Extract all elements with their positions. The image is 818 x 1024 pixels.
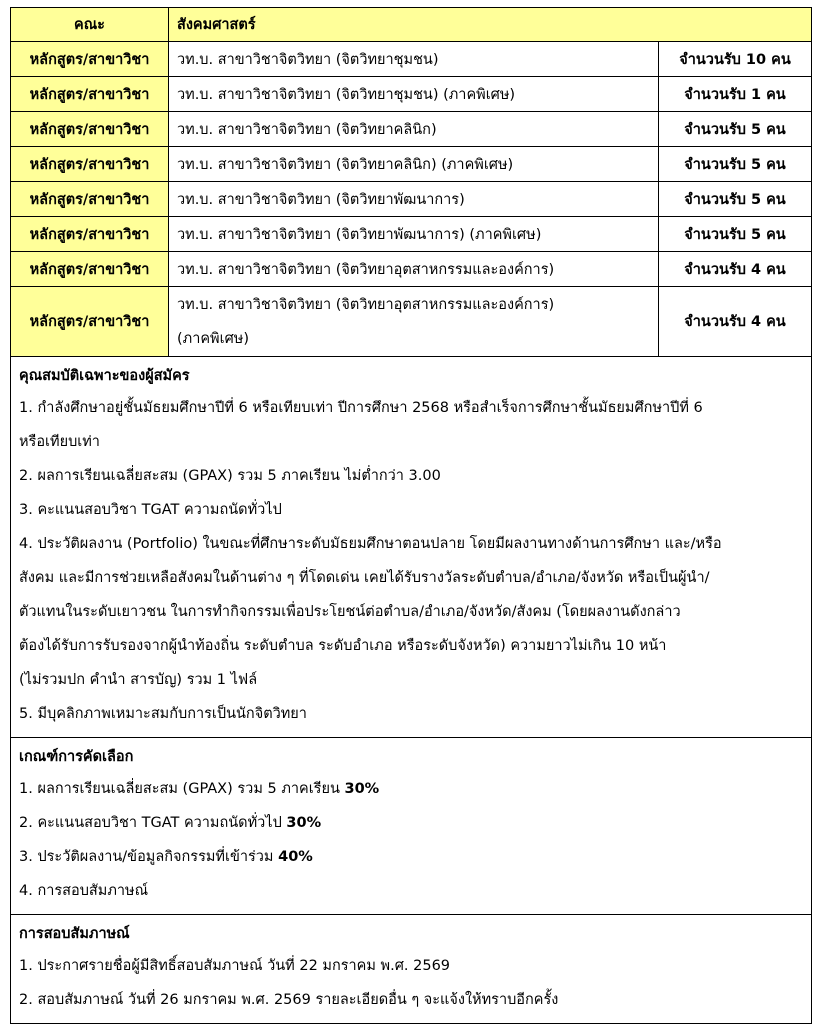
program-row bbox=[11, 252, 812, 287]
qualifications-section bbox=[11, 357, 812, 738]
program-seats: จำนวนรับ 4 คน bbox=[659, 252, 812, 287]
interview-row bbox=[11, 915, 812, 1024]
criteria-line bbox=[19, 772, 803, 806]
program-label: หลักสูตร/สาขาวิชา bbox=[11, 252, 169, 287]
program-seats: จำนวนรับ 5 คน bbox=[659, 147, 812, 182]
program-row bbox=[11, 182, 812, 217]
qualifications-row bbox=[11, 357, 812, 738]
criteria-line bbox=[19, 840, 803, 874]
criteria-text: 3. ประวัติผลงาน/ข้อมูลกิจกรรมที่เข้าร่วม bbox=[19, 849, 279, 865]
interview-title: การสอบสัมภาษณ์ bbox=[19, 926, 130, 942]
program-name-line: (ภาคพิเศษ) bbox=[177, 330, 249, 347]
program-name: วท.บ. สาขาวิชาจิตวิทยา (จิตวิทยาพัฒนาการ) (ภาคพิเศษ) bbox=[169, 217, 659, 252]
program-name bbox=[169, 287, 659, 357]
program-name: วท.บ. สาขาวิชาจิตวิทยา (จิตวิทยาคลินิก) (ภาคพิเศษ) bbox=[169, 147, 659, 182]
criteria-line bbox=[19, 874, 803, 908]
qualification-line: 3. คะแนนสอบวิชา TGAT ความถนัดทั่วไป bbox=[19, 502, 282, 518]
program-label: หลักสูตร/สาขาวิชา bbox=[11, 42, 169, 77]
interview-line: 1. ประกาศรายชื่อผู้มีสิทธิ์สอบสัมภาษณ์ วันที่ 22 มกราคม พ.ศ. 2569 bbox=[19, 958, 451, 974]
program-seats: จำนวนรับ 1 คน bbox=[659, 77, 812, 112]
program-row bbox=[11, 287, 812, 357]
program-row bbox=[11, 112, 812, 147]
program-label: หลักสูตร/สาขาวิชา bbox=[11, 147, 169, 182]
qualification-line: หรือเทียบเท่า bbox=[19, 434, 100, 450]
qualification-line: ต้องได้รับการรับรองจากผู้นำท้องถิ่น ระดับตำบล ระดับอำเภอ หรือระดับจังหวัด) ความยาวไม่เกิน 10 หน้า bbox=[19, 638, 667, 654]
faculty-header-row bbox=[11, 8, 812, 42]
qualification-line: สังคม และมีการช่วยเหลือสังคมในด้านต่าง ๆ ที่โดดเด่น เคยได้รับรางวัลระดับตำบล/อำเภอ/จังหวัด หรือเป็นผู้นำ/ bbox=[19, 570, 710, 586]
program-row bbox=[11, 42, 812, 77]
qualification-line: 5. มีบุคลิกภาพเหมาะสมกับการเป็นนักจิตวิทยา bbox=[19, 706, 307, 722]
program-name: วท.บ. สาขาวิชาจิตวิทยา (จิตวิทยาพัฒนาการ) bbox=[169, 182, 659, 217]
criteria-line bbox=[19, 806, 803, 840]
qualification-line: 4. ประวัติผลงาน (Portfolio) ในขณะที่ศึกษาระดับมัธยมศึกษาตอนปลาย โดยมีผลงานทางด้านการศึกษา และ/หรือ bbox=[19, 536, 722, 552]
program-seats: จำนวนรับ 5 คน bbox=[659, 217, 812, 252]
qualifications-title: คุณสมบัติเฉพาะของผู้สมัคร bbox=[19, 368, 190, 384]
program-name: วท.บ. สาขาวิชาจิตวิทยา (จิตวิทยาอุตสาหกรรมและองค์การ) bbox=[169, 252, 659, 287]
program-row bbox=[11, 147, 812, 182]
program-seats: จำนวนรับ 10 คน bbox=[659, 42, 812, 77]
program-label: หลักสูตร/สาขาวิชา bbox=[11, 217, 169, 252]
program-row bbox=[11, 217, 812, 252]
criteria-weight: 30% bbox=[344, 781, 380, 797]
qualification-line: 2. ผลการเรียนเฉลี่ยสะสม (GPAX) รวม 5 ภาคเรียน ไม่ต่ำกว่า 3.00 bbox=[19, 468, 441, 484]
program-label: หลักสูตร/สาขาวิชา bbox=[11, 287, 169, 357]
program-row bbox=[11, 77, 812, 112]
admission-table bbox=[10, 7, 812, 1024]
faculty-value: สังคมศาสตร์ bbox=[169, 8, 812, 42]
program-name: วท.บ. สาขาวิชาจิตวิทยา (จิตวิทยาชุมชน) bbox=[169, 42, 659, 77]
criteria-row bbox=[11, 738, 812, 915]
program-label: หลักสูตร/สาขาวิชา bbox=[11, 112, 169, 147]
criteria-weight: 40% bbox=[278, 849, 313, 865]
program-label: หลักสูตร/สาขาวิชา bbox=[11, 182, 169, 217]
interview-line: 2. สอบสัมภาษณ์ วันที่ 26 มกราคม พ.ศ. 2569 รายละเอียดอื่น ๆ จะแจ้งให้ทราบอีกครั้ง bbox=[19, 992, 559, 1008]
criteria-weight: 30% bbox=[286, 815, 322, 831]
qualification-line: ตัวแทนในระดับเยาวชน ในการทำกิจกรรมเพื่อประโยชน์ต่อตำบล/อำเภอ/จังหวัด/สังคม (โดยผลงานดังกล่าว bbox=[19, 604, 681, 620]
criteria-text: 4. การสอบสัมภาษณ์ bbox=[19, 883, 149, 899]
program-label: หลักสูตร/สาขาวิชา bbox=[11, 77, 169, 112]
criteria-title: เกณฑ์การคัดเลือก bbox=[19, 749, 134, 765]
qualification-line: 1. กำลังศึกษาอยู่ชั้นมัธยมศึกษาปีที่ 6 หรือเทียบเท่า ปีการศึกษา 2568 หรือสำเร็จการศึกษาชั้นมัธยมศึกษาปีที่ 6 bbox=[19, 400, 703, 416]
program-seats: จำนวนรับ 4 คน bbox=[659, 287, 812, 357]
program-seats: จำนวนรับ 5 คน bbox=[659, 112, 812, 147]
interview-section bbox=[11, 915, 812, 1024]
faculty-label: คณะ bbox=[11, 8, 169, 42]
program-seats: จำนวนรับ 5 คน bbox=[659, 182, 812, 217]
criteria-text: 2. คะแนนสอบวิชา TGAT ความถนัดทั่วไป bbox=[19, 815, 287, 831]
qualification-line: (ไม่รวมปก คำนำ สารบัญ) รวม 1 ไฟล์ bbox=[19, 672, 258, 688]
criteria-text: 1. ผลการเรียนเฉลี่ยสะสม (GPAX) รวม 5 ภาคเรียน bbox=[19, 781, 345, 797]
program-name: วท.บ. สาขาวิชาจิตวิทยา (จิตวิทยาคลินิก) bbox=[169, 112, 659, 147]
program-name-line: วท.บ. สาขาวิชาจิตวิทยา (จิตวิทยาอุตสาหกรรมและองค์การ) bbox=[177, 296, 555, 313]
program-name: วท.บ. สาขาวิชาจิตวิทยา (จิตวิทยาชุมชน) (ภาคพิเศษ) bbox=[169, 77, 659, 112]
criteria-section bbox=[11, 738, 812, 915]
